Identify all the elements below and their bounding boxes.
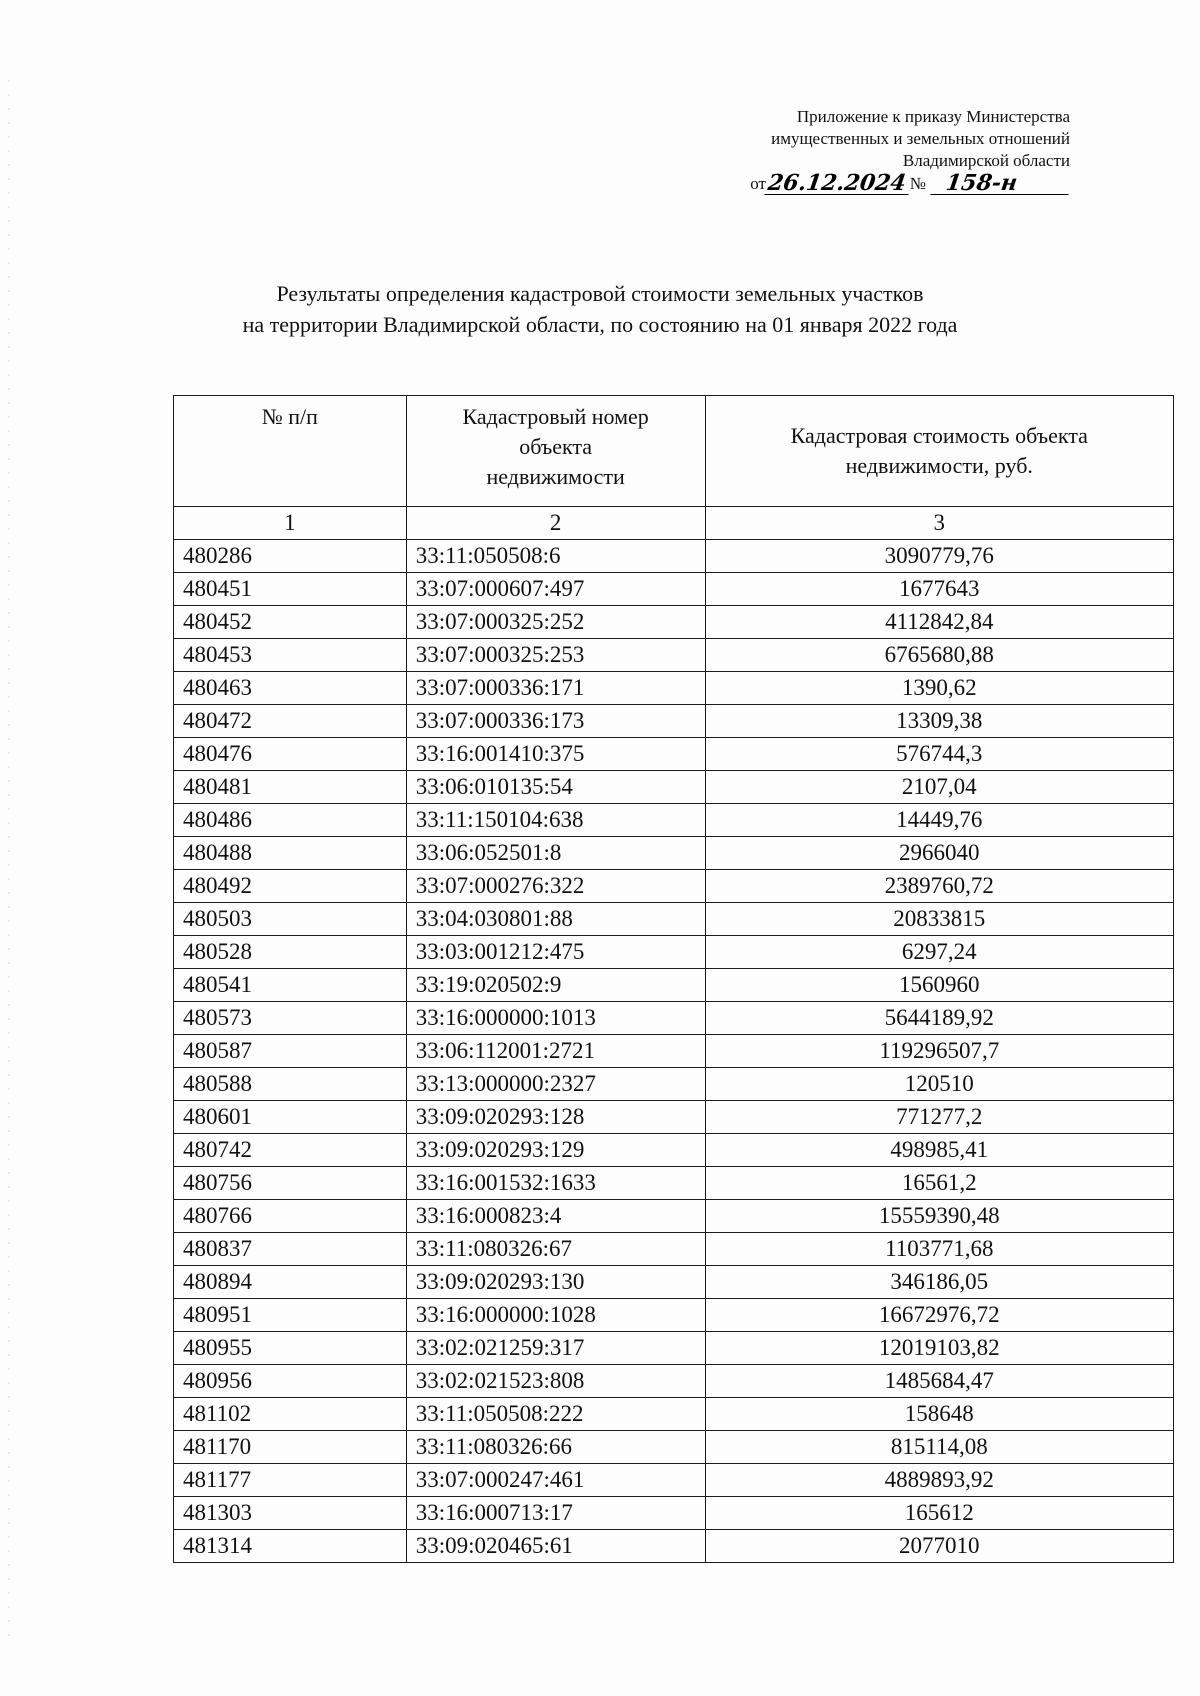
column-number: 2 [406, 507, 705, 540]
column-number: 1 [174, 507, 407, 540]
cadastral-value-cell: 13309,38 [705, 705, 1173, 738]
title-line-1: Результаты определения кадастровой стоимости земельных участков [276, 281, 924, 306]
cadastral-value-cell: 1560960 [705, 969, 1173, 1002]
cadastral-value-cell: 815114,08 [705, 1431, 1173, 1464]
table-row [174, 969, 1174, 1002]
cadastral-value-cell: 12019103,82 [705, 1332, 1173, 1365]
table-row [174, 1266, 1174, 1299]
row-number-cell: 480503 [174, 903, 407, 936]
appendix-line: Приложение к приказу Министерства [796, 107, 1070, 126]
table-row [174, 1332, 1174, 1365]
row-number-cell: 480541 [174, 969, 407, 1002]
row-number-cell: 480452 [174, 606, 407, 639]
table-row [174, 1002, 1174, 1035]
cadastral-number-cell: 33:02:021259:317 [406, 1332, 705, 1365]
row-number-cell: 480486 [174, 804, 407, 837]
cadastral-number-cell: 33:07:000247:461 [406, 1464, 705, 1497]
cadastral-number-cell: 33:16:000713:17 [406, 1497, 705, 1530]
order-number-label: № [909, 174, 926, 193]
cadastral-number-cell: 33:16:000000:1013 [406, 1002, 705, 1035]
cadastral-number-cell: 33:09:020293:130 [406, 1266, 705, 1299]
table-row [174, 1233, 1174, 1266]
cadastral-value-cell: 20833815 [705, 903, 1173, 936]
cadastral-number-cell: 33:09:020465:61 [406, 1530, 705, 1563]
cadastral-number-cell: 33:06:112001:2721 [406, 1035, 705, 1068]
cadastral-number-cell: 33:09:020293:128 [406, 1101, 705, 1134]
cadastral-value-cell: 1677643 [705, 573, 1173, 606]
cadastral-value-cell: 2966040 [705, 837, 1173, 870]
table-row [174, 1200, 1174, 1233]
row-number-cell: 480894 [174, 1266, 407, 1299]
header-line: недвижимости [486, 464, 625, 489]
table-row [174, 1530, 1174, 1563]
cadastral-value-cell: 576744,3 [705, 738, 1173, 771]
row-number-cell: 480587 [174, 1035, 407, 1068]
cadastral-value-cell: 119296507,7 [705, 1035, 1173, 1068]
cadastral-value-table [173, 395, 1174, 1563]
table-row [174, 606, 1174, 639]
table-row [174, 936, 1174, 969]
cadastral-value-cell: 1485684,47 [705, 1365, 1173, 1398]
row-number-cell: 480742 [174, 1134, 407, 1167]
cadastral-number-cell: 33:16:000000:1028 [406, 1299, 705, 1332]
table-row [174, 903, 1174, 936]
cadastral-number-cell: 33:04:030801:88 [406, 903, 705, 936]
appendix-line: имущественных и земельных отношений [771, 129, 1070, 148]
document-title [0, 278, 1200, 340]
table-row [174, 1365, 1174, 1398]
header-row-number: № п/п [174, 396, 407, 507]
cadastral-number-cell: 33:11:050508:222 [406, 1398, 705, 1431]
row-number-cell: 481170 [174, 1431, 407, 1464]
row-number-cell: 480588 [174, 1068, 407, 1101]
row-number-cell: 481102 [174, 1398, 407, 1431]
cadastral-value-cell: 346186,05 [705, 1266, 1173, 1299]
cadastral-value-cell: 15559390,48 [705, 1200, 1173, 1233]
cadastral-value-cell: 16672976,72 [705, 1299, 1173, 1332]
cadastral-number-cell: 33:06:052501:8 [406, 837, 705, 870]
table-row [174, 573, 1174, 606]
row-number-cell: 481177 [174, 1464, 407, 1497]
header-cadastral-number [406, 396, 705, 507]
cadastral-number-cell: 33:07:000325:253 [406, 639, 705, 672]
row-number-cell: 480472 [174, 705, 407, 738]
cadastral-value-cell: 498985,41 [705, 1134, 1173, 1167]
cadastral-value-cell: 14449,76 [705, 804, 1173, 837]
cadastral-value-cell: 1390,62 [705, 672, 1173, 705]
order-date-handwritten: 26.12.2024 [764, 172, 911, 195]
table-row [174, 639, 1174, 672]
table-header-row [174, 396, 1174, 507]
row-number-cell: 480756 [174, 1167, 407, 1200]
cadastral-number-cell: 33:11:080326:66 [406, 1431, 705, 1464]
cadastral-number-cell: 33:11:150104:638 [406, 804, 705, 837]
order-number-handwritten: 158-н [930, 172, 1071, 195]
header-line: объекта [519, 434, 593, 459]
cadastral-value-cell: 158648 [705, 1398, 1173, 1431]
table-row [174, 1101, 1174, 1134]
row-number-cell: 480463 [174, 672, 407, 705]
row-number-cell: 480837 [174, 1233, 407, 1266]
cadastral-number-cell: 33:07:000336:173 [406, 705, 705, 738]
row-number-cell: 480956 [174, 1365, 407, 1398]
cadastral-value-cell: 2107,04 [705, 771, 1173, 804]
cadastral-number-cell: 33:13:000000:2327 [406, 1068, 705, 1101]
cadastral-number-cell: 33:11:050508:6 [406, 540, 705, 573]
row-number-cell: 480481 [174, 771, 407, 804]
table-row [174, 1068, 1174, 1101]
table-row [174, 738, 1174, 771]
cadastral-value-cell: 6765680,88 [705, 639, 1173, 672]
cadastral-value-cell: 4112842,84 [705, 606, 1173, 639]
cadastral-number-cell: 33:09:020293:129 [406, 1134, 705, 1167]
cadastral-number-cell: 33:16:001532:1633 [406, 1167, 705, 1200]
cadastral-value-cell: 120510 [705, 1068, 1173, 1101]
table-row [174, 1431, 1174, 1464]
row-number-cell: 480955 [174, 1332, 407, 1365]
table-row [174, 1497, 1174, 1530]
cadastral-number-cell: 33:07:000276:322 [406, 870, 705, 903]
row-number-cell: 480766 [174, 1200, 407, 1233]
cadastral-value-cell: 2077010 [705, 1530, 1173, 1563]
cadastral-number-cell: 33:07:000336:171 [406, 672, 705, 705]
table-row [174, 1035, 1174, 1068]
row-number-cell: 480286 [174, 540, 407, 573]
cadastral-value-cell: 4889893,92 [705, 1464, 1173, 1497]
cadastral-number-cell: 33:16:001410:375 [406, 738, 705, 771]
row-number-cell: 480573 [174, 1002, 407, 1035]
appendix-header [771, 106, 1070, 172]
row-number-cell: 480476 [174, 738, 407, 771]
cadastral-value-cell: 165612 [705, 1497, 1173, 1530]
cadastral-number-cell: 33:16:000823:4 [406, 1200, 705, 1233]
table-row [174, 1398, 1174, 1431]
cadastral-number-cell: 33:19:020502:9 [406, 969, 705, 1002]
table-row [174, 870, 1174, 903]
header-cadastral-value [705, 396, 1173, 507]
row-number-cell: 481303 [174, 1497, 407, 1530]
table-row [174, 1464, 1174, 1497]
cadastral-number-cell: 33:07:000325:252 [406, 606, 705, 639]
title-line-2: на территории Владимирской области, по состоянию на 01 января 2022 года [242, 312, 958, 337]
cadastral-number-cell: 33:03:001212:475 [406, 936, 705, 969]
cadastral-value-cell: 5644189,92 [705, 1002, 1173, 1035]
cadastral-number-cell: 33:02:021523:808 [406, 1365, 705, 1398]
header-line: Кадастровая стоимость объекта [790, 423, 1088, 448]
table-row [174, 1167, 1174, 1200]
order-reference [750, 172, 1070, 195]
cadastral-value-cell: 1103771,68 [705, 1233, 1173, 1266]
row-number-cell: 480488 [174, 837, 407, 870]
table-body [174, 540, 1174, 1563]
row-number-cell: 480492 [174, 870, 407, 903]
column-number: 3 [705, 507, 1173, 540]
table-row [174, 705, 1174, 738]
cadastral-number-cell: 33:07:000607:497 [406, 573, 705, 606]
header-line: недвижимости, руб. [845, 453, 1033, 478]
cadastral-value-cell: 3090779,76 [705, 540, 1173, 573]
table-row [174, 1299, 1174, 1332]
table-row [174, 804, 1174, 837]
appendix-line: Владимирской области [902, 151, 1070, 170]
row-number-cell: 480528 [174, 936, 407, 969]
cadastral-value-cell: 6297,24 [705, 936, 1173, 969]
cadastral-value-cell: 16561,2 [705, 1167, 1173, 1200]
order-prefix: от [750, 174, 766, 193]
cadastral-value-cell: 771277,2 [705, 1101, 1173, 1134]
cadastral-number-cell: 33:11:080326:67 [406, 1233, 705, 1266]
table-row [174, 1134, 1174, 1167]
table-row [174, 540, 1174, 573]
row-number-cell: 480951 [174, 1299, 407, 1332]
table-row [174, 672, 1174, 705]
column-number-row [174, 507, 1174, 540]
row-number-cell: 480601 [174, 1101, 407, 1134]
header-line: Кадастровый номер [462, 404, 649, 429]
table-row [174, 837, 1174, 870]
row-number-cell: 481314 [174, 1530, 407, 1563]
table-row [174, 771, 1174, 804]
cadastral-value-cell: 2389760,72 [705, 870, 1173, 903]
row-number-cell: 480453 [174, 639, 407, 672]
row-number-cell: 480451 [174, 573, 407, 606]
cadastral-number-cell: 33:06:010135:54 [406, 771, 705, 804]
